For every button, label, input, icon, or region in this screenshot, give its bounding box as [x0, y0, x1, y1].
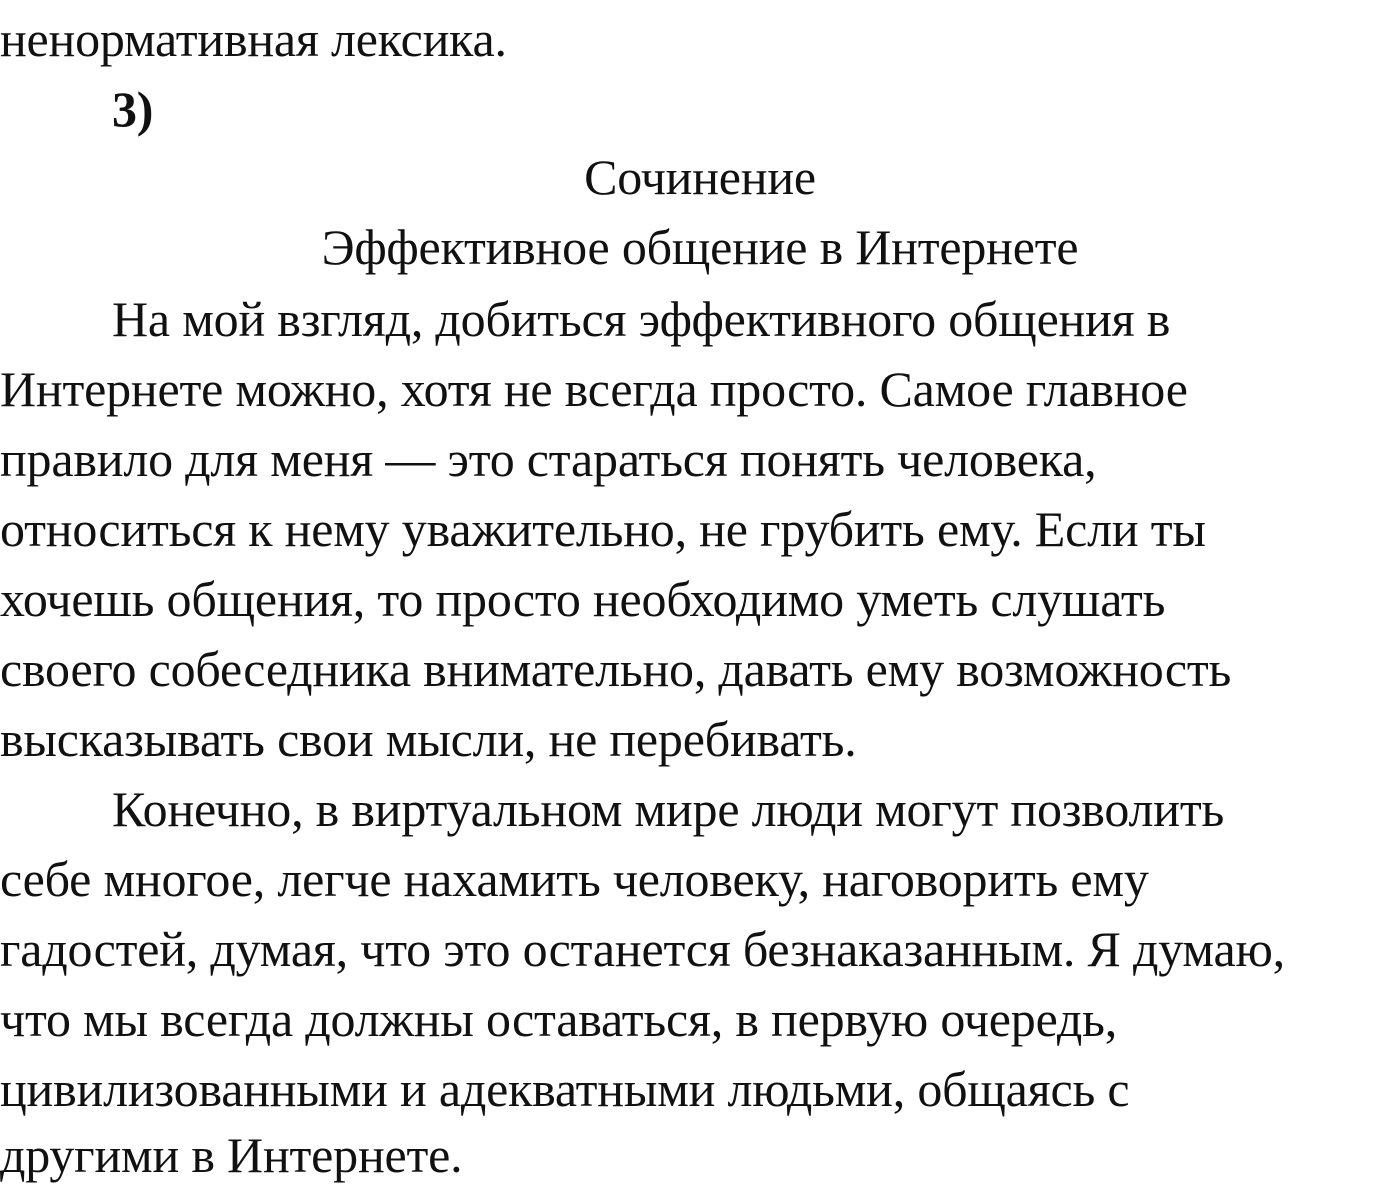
- paragraph-1-line: На мой взгляд, добиться эффективного общения в: [112, 291, 1171, 347]
- paragraph-1-line: относиться к нему уважительно, не грубить ему. Если ты: [0, 501, 1206, 557]
- text-line: ненормативная лексика.: [0, 11, 507, 67]
- essay-heading: Сочинение: [584, 149, 816, 205]
- paragraph-2-line: себе многое, легче нахамить человеку, наговорить ему: [0, 851, 1149, 907]
- paragraph-2-line: Конечно, в виртуальном мире люди могут позволить: [112, 781, 1225, 837]
- paragraph-1-line: хочешь общения, то просто необходимо уметь слушать: [0, 571, 1166, 627]
- paragraph-2-line: цивилизованными и адекватными людьми, общаясь с: [0, 1061, 1130, 1117]
- paragraph-1-line: своего собеседника внимательно, давать ему возможность: [0, 641, 1232, 697]
- paragraph-2-line: другими в Интернете.: [0, 1127, 463, 1183]
- essay-title: Эффективное общение в Интернете: [321, 219, 1079, 275]
- paragraph-2-line: гадостей, думая, что это останется безнаказанным. Я думаю,: [0, 921, 1285, 977]
- paragraph-1-line: правило для меня — это стараться понять человека,: [0, 431, 1097, 487]
- section-number: 3): [112, 81, 154, 137]
- paragraph-1-line: высказывать свои мысли, не перебивать.: [0, 711, 857, 767]
- paragraph-2-line: что мы всегда должны оставаться, в первую очередь,: [0, 991, 1118, 1047]
- paragraph-1-line: Интернете можно, хотя не всегда просто. Самое главное: [0, 361, 1188, 417]
